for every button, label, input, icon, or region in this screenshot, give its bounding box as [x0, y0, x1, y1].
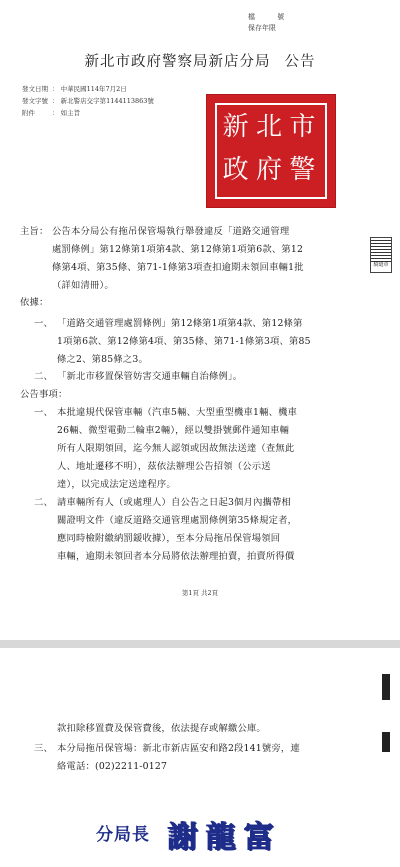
- notice-line: 絡電話：(02)2211-0127: [57, 761, 168, 772]
- signature-title: 分局長: [96, 825, 150, 845]
- seal-glyphs: 新 北 市 政 府 警: [222, 111, 316, 185]
- meta-date: 發文日期 ： 中華民國114年7月2日: [22, 85, 127, 93]
- basis-line: 「新北市移置保管妨害交通車輛自治條例」。: [57, 371, 243, 382]
- notice-line: 車輛，逾期未領回者本分局將依法辦理拍賣，拍賣所得價: [57, 551, 295, 562]
- basis-item-2: [57, 368, 377, 386]
- basis-item-1: [57, 315, 377, 369]
- meta-doc-number: 發文字號 ： 新北警店交字第1144113863號: [22, 97, 154, 105]
- signature-name: 謝龍富: [168, 820, 282, 855]
- perforation-mark: [382, 674, 390, 700]
- meta-doc-number-value: 新北警店交字第1144113863號: [60, 97, 154, 105]
- notice-line: 所有人限期領回，迄今無人認領或因故無法送達（查無此: [57, 443, 295, 454]
- meta-doc-number-label: 發文字號: [22, 97, 48, 105]
- notice-item-number: 一、: [34, 407, 53, 418]
- notice-line: 本批違規代保管車輛（汽車5輛、大型重型機車1輛、機車: [57, 407, 298, 418]
- side-seal-stamp: 騎縫章: [370, 237, 392, 273]
- notice-label: 公告事項：: [20, 389, 68, 400]
- notice-line: 關證明文件（違反道路交通管理處罰條例第35條規定者，: [57, 515, 298, 526]
- meta-date-value: 中華民國114年7月2日: [60, 85, 127, 93]
- signature-block: [96, 812, 306, 854]
- notice-line: 26輛、微型電動二輪車2輛），經以雙掛號郵件通知車輛: [57, 425, 290, 436]
- meta-attachment-value: 如主旨: [60, 109, 81, 117]
- basis-line: 1項第6款、第12條第4項、第35條、第71-1條第3項、第85: [57, 336, 311, 347]
- page-separator: [0, 640, 400, 648]
- basis-item-number: 一、: [34, 318, 53, 329]
- basis-item-number: 二、: [34, 371, 53, 382]
- subject-text: [52, 223, 370, 295]
- basis-line: 「道路交通管理處罰條例」第12條第1項第4款、第12條第: [57, 318, 303, 329]
- subject-line: （詳如清冊）。: [52, 280, 114, 291]
- perforation-mark: [382, 732, 390, 752]
- retention-period-label: 保存年限: [248, 24, 276, 32]
- notice-line: 請車輛所有人（或處理人）自公告之日起3個月內攜帶相: [57, 497, 292, 508]
- subject-line: 處罰條例」第12條第1項第4款、第12條第1項第6款、第12: [52, 244, 304, 255]
- notice-item-number: 二、: [34, 497, 53, 508]
- meta-attachment-label: 附件: [22, 109, 35, 117]
- notice-item-2: [57, 494, 377, 566]
- subject-line: 條第4項、第35條、第71-1條第3項查扣逾期未領回車輛1批: [52, 262, 304, 273]
- title-announcement: 公告: [284, 54, 316, 70]
- archive-info: [248, 12, 294, 34]
- meta-date-label: 發文日期: [22, 85, 48, 93]
- notice-item-3: [57, 740, 377, 776]
- notice-line: 本分局拖吊保管場：新北市新店區安和路2段141號旁，連: [57, 743, 300, 754]
- basis-label: 依據：: [20, 297, 49, 308]
- notice-line: 人、地址遷移不明），茲依法辦理公告招領（公示送: [57, 461, 271, 472]
- notice-line: 應同時檢附繳納罰鍰收據），至本分局拖吊保管場領回: [57, 533, 281, 544]
- notice-item-number: 三、: [34, 743, 53, 754]
- basis-line: 條之2、第85條之3。: [57, 354, 148, 365]
- subject-label: 主旨：: [20, 226, 49, 237]
- page-footer: 第1頁 共2頁: [181, 589, 219, 597]
- meta-attachment: 附件 ： 如主旨: [22, 109, 81, 117]
- subject-line: 公告本分局公有拖吊保管場執行舉發違反「道路交通管理: [52, 226, 290, 237]
- continued-line: 款扣除移置費及保管費後，依法提存或解繳公庫。: [57, 723, 266, 734]
- title-organization: 新北市政府警察局新店分局: [84, 54, 271, 70]
- page-title: [0, 50, 400, 71]
- archive-number-label: 檔 號: [248, 13, 295, 21]
- notice-line: 達），以完成法定送達程序。: [57, 479, 176, 490]
- notice-item-1: [57, 404, 377, 494]
- official-seal: [207, 95, 335, 207]
